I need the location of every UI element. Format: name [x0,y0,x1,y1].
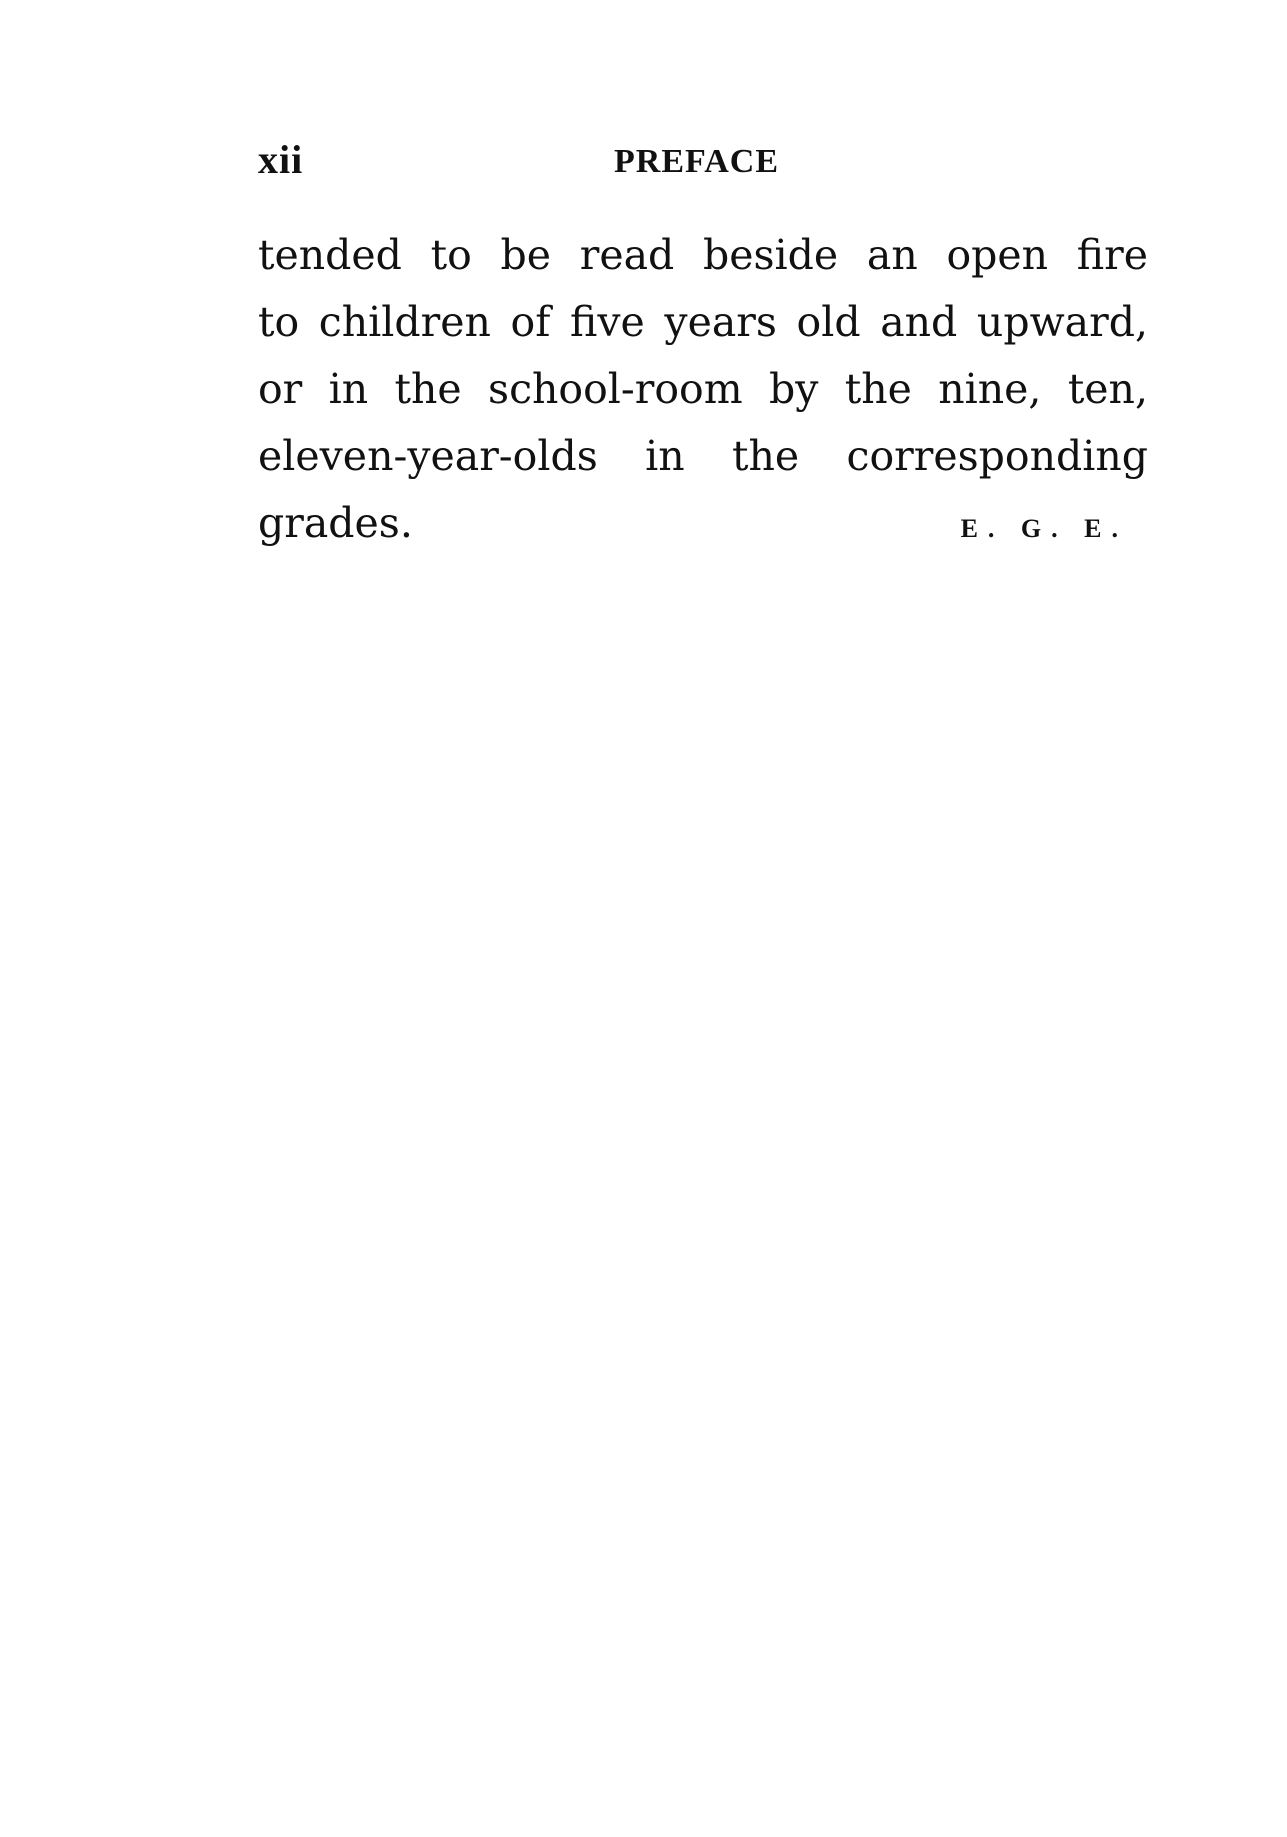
closing-line [258,490,1148,557]
text-line: or in the school-room by the nine, ten, [258,365,1148,413]
running-head-title: PREFACE [614,143,780,180]
text-line: grades. [258,499,413,547]
running-head [258,137,1148,190]
text-line: to children of five years old and upward, [258,298,1148,346]
preface-text [258,222,1148,557]
author-initials: E. G. E. [960,514,1128,543]
text-line: tended to be read beside an open fire [258,231,1148,279]
text-line: eleven-year-olds in the corresponding [258,432,1148,480]
page-number: xii [258,137,304,182]
